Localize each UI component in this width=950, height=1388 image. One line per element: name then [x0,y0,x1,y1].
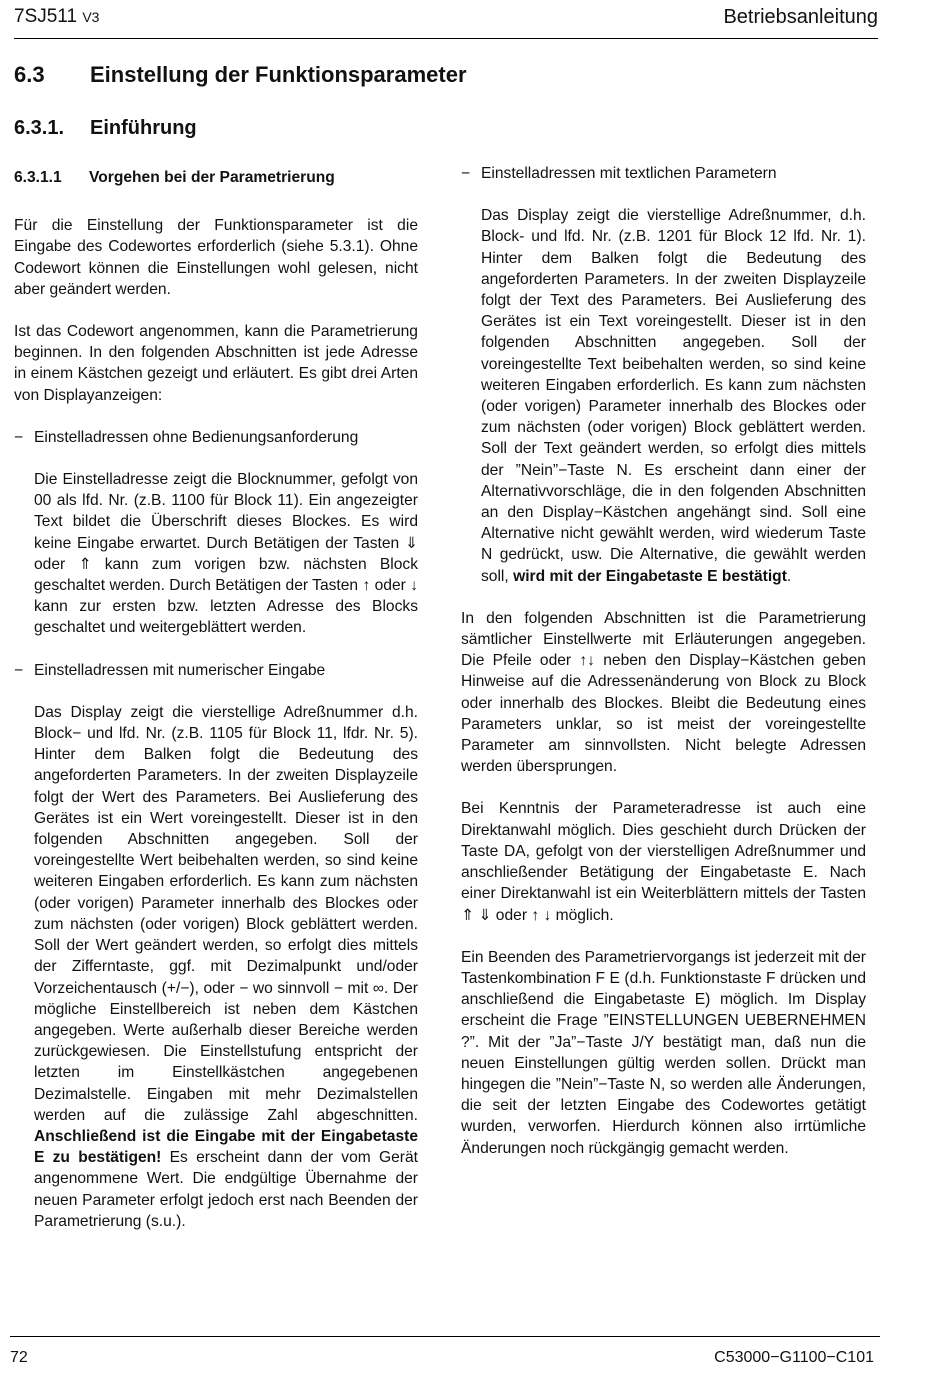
page-footer [10,1336,880,1366]
page-header [14,4,878,39]
paragraph-direct-access: Bei Kenntnis der Parameteradresse ist auch eine Direktanwahl möglich. Dies geschieht durch Drücken der Taste DA, gefolgt von der vierstelligen Adreßnummer und anschließender Betätigung der Eingabetaste E. Nach einer Direktanwahl ist ein Weiterblättern mittels der Tasten ⇑ ⇓ oder ↑ ↓ möglich. [461,800,866,924]
section-number: 6.3 [14,62,45,87]
bullet-text-parameters [461,163,866,184]
subsubsection-heading [14,167,418,188]
paragraph-block-address: Die Einstelladresse zeigt die Blocknummer, gefolgt von 00 als lfd. Nr. (z.B. 1100 für Block 11). Ein angezeigter Text bildet die Überschrift dieses Blockes. Es wird keine Eingabe erwartet. Durch Betätigen der Tasten ⇓ oder ⇑ kann zum vorigen bzw. nächsten Block geschaltet werden. Durch Betätigen der Tasten ↑ oder ↓ kann zur ersten bzw. letzten Adresse des Blocks geschaltet und weitergeblättert werden. [34,471,418,637]
bullet-numeric-input [14,660,418,681]
bullet-label: Einstelladressen ohne Bedienungsanforderung [34,428,359,446]
right-column [461,163,866,1180]
paragraph-text-parameters [481,205,866,587]
bullet-no-input [14,427,418,448]
text-run: Es erscheint dann der vom Gerät angenommene Wert. Die endgültige Übernahme der neuen Parameter erfolgt jedoch erst nach Beenden der Parametrierung (s.u.). [34,1149,418,1230]
subsubsection-number: 6.3.1.1 [14,169,62,186]
paragraph-display-types: Ist das Codewort angenommen, kann die Parametrierung beginnen. In den folgenden Abschnitten ist jede Adresse in einem Kästchen gezeigt und erläutert. Es gibt drei Arten von Displayanzeigen: [14,323,418,404]
left-column [14,167,418,1253]
subsection-heading [14,117,197,140]
paragraph-finish: Ein Beenden des Parametriervorgangs ist jederzeit mit der Tastenkombination F E (d.h. Funktionstaste F drücken und anschließend die Eingabetaste E) möglich. Im Display erscheint die Frage ”EINSTELLUNGEN UEBERNEHMEN ?”. Mit der ”Ja”−Taste J/Y bestätigt man, daß nun die neuen Einstellungen gültig werden sollen. Drückt man hingegen die ”Nein”−Taste N, so werden alle Änderungen, die seit der letzten Eingabe des Codewortes getätigt wurden, verworfen. Hierdurch können also irrtümliche Änderungen noch rückgängig gemacht werden. [461,948,866,1157]
section-heading [14,62,467,88]
text-run: . [786,567,792,585]
emphasis-confirm: wird mit der Eingabetaste E bestätigt [513,567,787,585]
paragraph-arrows: In den folgenden Abschnitten ist die Parametrierung sämtlicher Einstellwerte mit Erläuterungen angegeben. Die Pfeile oder ↑↓ neben den Display−Kästchen geben Hinweise auf die Adressenänderung von Block zu Block oder innerhalb des Blockes. Bleibt die Bedeutung eines Parameters unklar, so ist meist der voreingestellte Parameter am sinnvollsten. Nicht belegte Adressen werden übersprungen. [461,609,866,776]
section-title: Einstellung der Funktionsparameter [90,62,467,87]
header-title: Betriebsanleitung [723,6,878,28]
page-number: 72 [10,1349,28,1366]
bullet-dash: − [461,165,471,182]
header-model [14,6,99,28]
paragraph-numeric-input [34,702,418,1232]
bullet-dash: − [14,661,24,679]
text-run: Das Display zeigt die vierstellige Adreßnummer, d.h. Block- und lfd. Nr. (z.B. 1201 für Block 12 lfd. Nr. 1). Hinter dem Balken folgt die Bedeutung des angeforderten Parameters. In der zweiten Displayzeile folgt der Text des Parameters. Bei Auslieferung des Gerätes ist ein Text voreingestellt. Dieser ist in den folgenden Abschnitten angegeben. Soll der voreingestellte Text beibehalten werden, so sind keine weiteren Eingaben erforderlich. Es kann zum nächsten (oder vorigen) Parameter innerhalb des Blockes oder zum nächsten (oder vorigen) Block geblättert werden. Soll der Text geändert werden, so erfolgt dies mittels der ”Nein”−Taste N. Es erscheint dann einer der Alternativvorschläge, die in den folgenden Abschnitten an den Display−Kästchen angehängt sind. Soll eine Alternative nicht gewählt werden, wird wiederum Taste N gedrückt, usw. Die Alternative, die gewählt werden soll, [481,207,866,585]
subsection-number: 6.3.1. [14,117,65,139]
model-version: V3 [82,9,100,25]
subsection-title: Einführung [90,117,197,139]
paragraph-codewort: Für die Einstellung der Funktionsparameter ist die Eingabe des Codewortes erforderlich (siehe 5.3.1). Ohne Codewort können die Einstellungen wohl gelesen, nicht aber geändert werden. [14,217,418,298]
text-run: Das Display zeigt die vierstellige Adreßnummer d.h. Block− und lfd. Nr. (z.B. 1105 für Block 11, lfdr. Nr. 5). Hinter dem Balken folgt die Bedeutung des angeforderten Parameters. In der zweiten Displayzeile folgt der Wert des Parameters. Bei Auslieferung des Gerätes ist ein Wert voreingestellt. Dieser ist in den folgenden Abschnitten angegeben. Soll der voreingestellte Wert beibehalten werden, so sind keine weiteren Eingaben erforderlich. Es kann zum nächsten (oder vorigen) Parameter innerhalb des Blockes oder zum nächsten (oder vorigen) Block geblättert werden. Soll der Wert geändert werden, so erfolgt dies mittels der Zifferntaste, ggf. mit Dezimalpunkt und/oder Vorzeichentausch (+/−), oder − wo sinnvoll − mit ∞. Der mögliche Einstellbereich ist neben dem Kästchen angegeben. Werte außerhalb dieser Bereiche werden zurückgewiesen. Die Einstellstufung entspricht der letzten im Einstellkästchen angegebenen Dezimalstelle. Eingaben mit mehr Dezimalstellen werden auf die zulässige Zahl abgeschnitten. [34,703,418,1124]
bullet-dash: − [14,428,24,446]
model-number: 7SJ511 [14,6,78,27]
emphasis-confirm: Anschließend ist die Eingabe mit der Eingabetaste E zu bestätigen! [34,1127,418,1167]
subsubsection-title: Vorgehen bei der Parametrierung [89,169,335,186]
bullet-label: Einstelladressen mit textlichen Parametern [481,165,777,182]
bullet-label: Einstelladressen mit numerischer Eingabe [34,661,326,679]
document-id: C53000−G1100−C101 [714,1349,874,1366]
